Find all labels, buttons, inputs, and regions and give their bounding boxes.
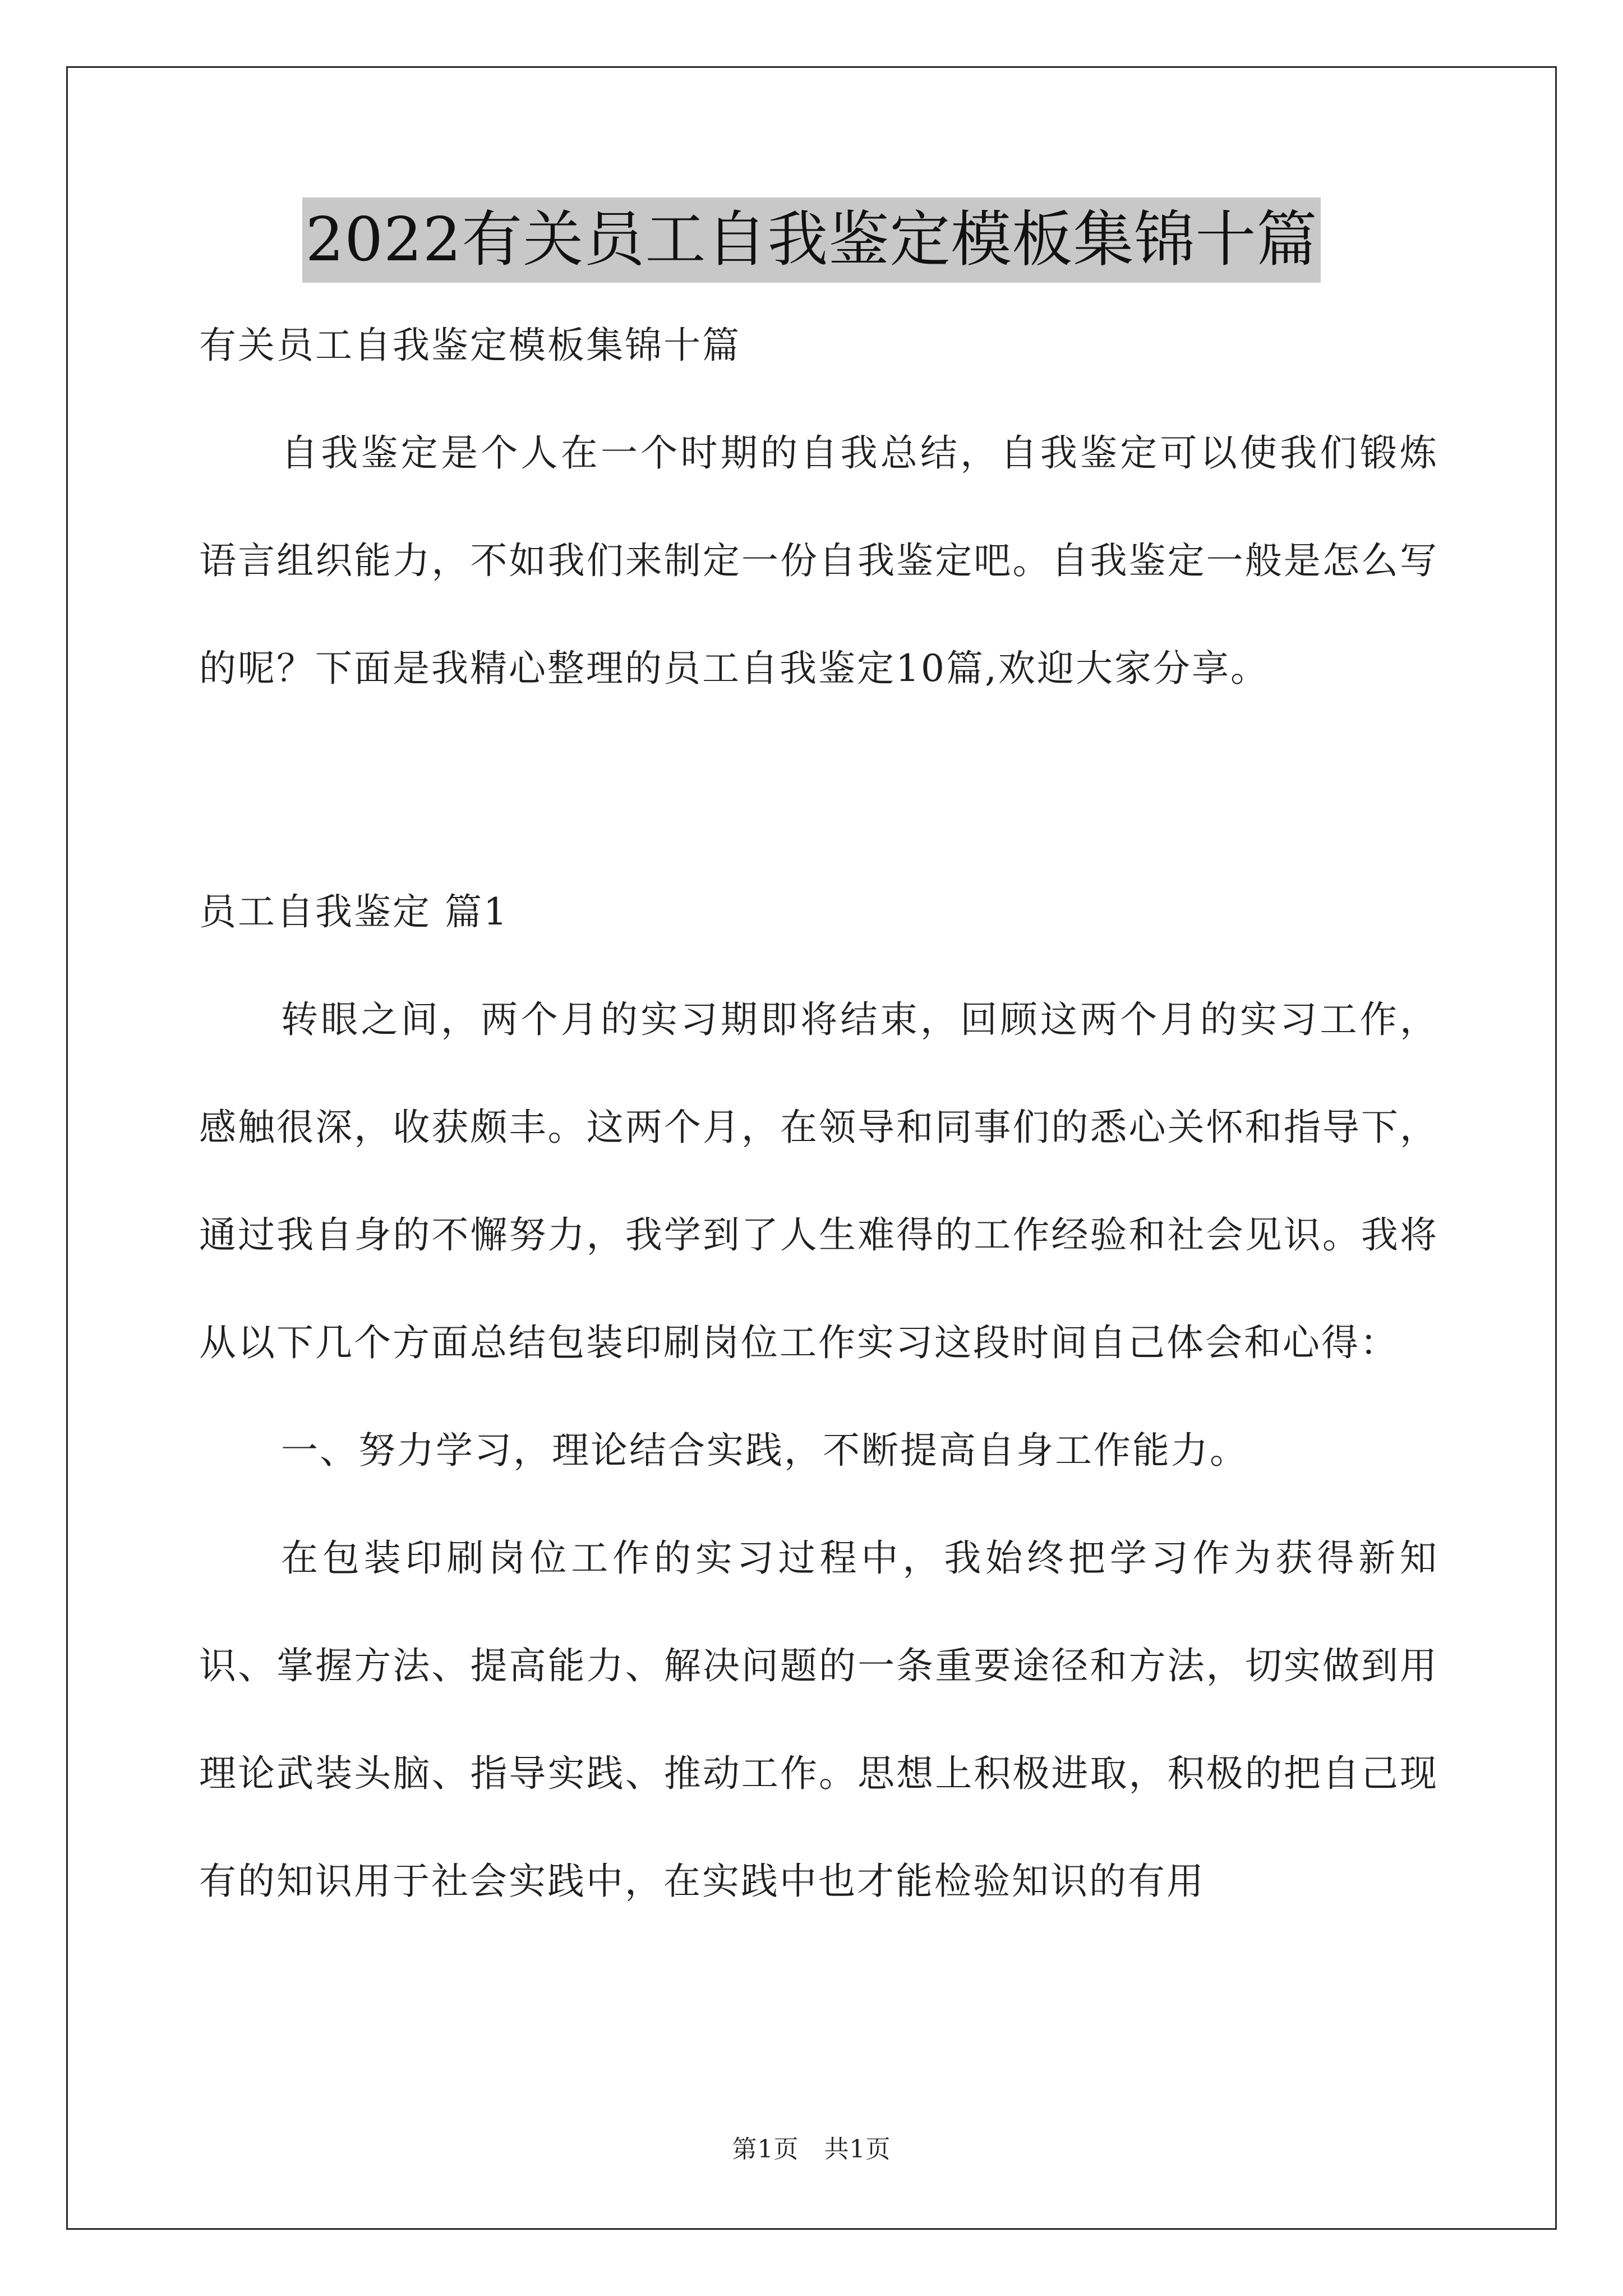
section-1-paragraph: 在包装印刷岗位工作的实习过程中，我始终把学习作为获得新知识、掌握方法、提高能力、解决问题的一条重要途径和方法，切实做到用理论武装头脑、指导实践、推动工作。思想上积极进取，积极的把自己现有的知识用于社会实践中，在实践中也才能检验知识的有用 bbox=[199, 1536, 1438, 1903]
document-title: 2022有关员工自我鉴定模板集锦十篇 bbox=[302, 197, 1321, 283]
intro-paragraph: 自我鉴定是个人在一个时期的自我总结，自我鉴定可以使我们锻炼语言组织能力，不如我们来制定一份自我鉴定吧。自我鉴定一般是怎么写的呢？下面是我精心整理的员工自我鉴定10篇,欢迎大家分享。 bbox=[199, 431, 1438, 690]
title-container bbox=[0, 197, 1623, 283]
section-1 bbox=[199, 858, 1438, 1935]
section-1-heading: 员工自我鉴定 篇1 bbox=[199, 890, 509, 933]
document-subtitle: 有关员工自我鉴定模板集锦十篇 bbox=[199, 324, 741, 367]
page-number-footer: 第1页 共1页 bbox=[732, 2135, 891, 2164]
document-body bbox=[199, 292, 1438, 723]
section-1-point-heading: 一、努力学习，理论结合实践，不断提高自身工作能力。 bbox=[281, 1429, 1248, 1472]
section-1-paragraph: 转眼之间，两个月的实习期即将结束，回顾这两个月的实习工作，感触很深，收获颇丰。这两个月，在领导和同事们的悉心关怀和指导下，通过我自身的不懈努力，我学到了人生难得的工作经验和社会见识。我将从以下几个方面总结包装印刷岗位工作实习这段时间自己体会和心得： bbox=[199, 998, 1438, 1364]
